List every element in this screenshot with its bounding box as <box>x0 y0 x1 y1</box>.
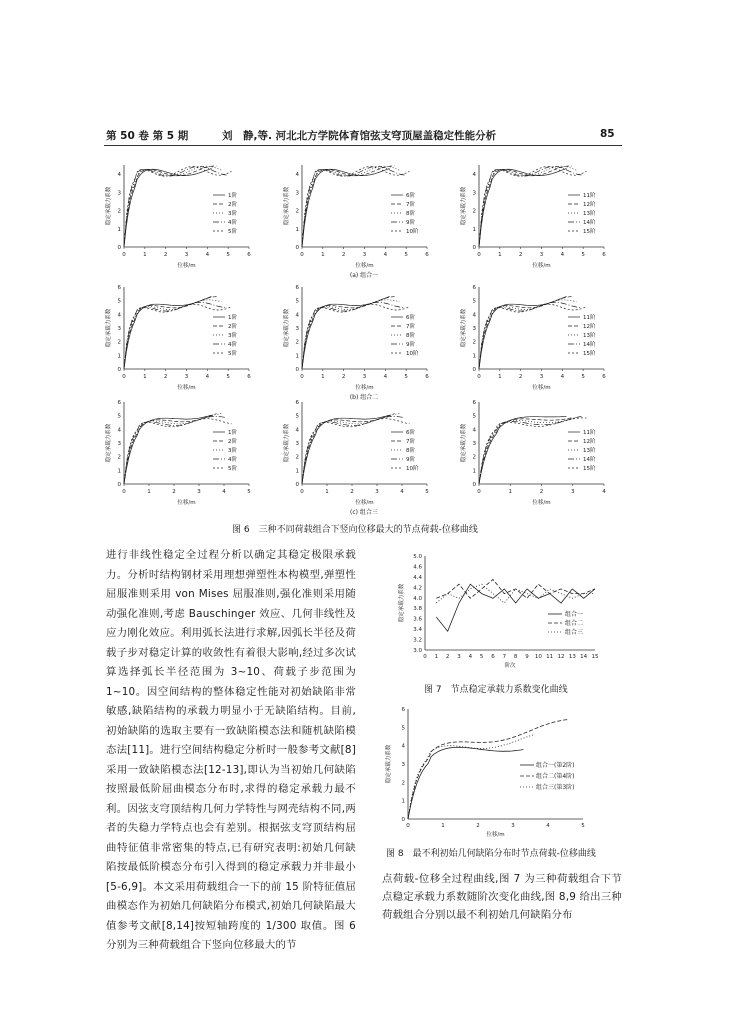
y-axis-label: 稳定承载力系数 <box>106 308 112 348</box>
legend-label: 5阶 <box>228 229 237 235</box>
x-axis-label: 位移/m <box>355 263 374 269</box>
x-tick-label: 6 <box>602 252 606 258</box>
series-line <box>479 166 582 247</box>
legend-label: 5阶 <box>228 466 237 472</box>
series-line <box>302 300 400 369</box>
x-tick-label: 1 <box>321 374 325 380</box>
x-tick-label: 4 <box>546 823 550 829</box>
x-tick-label: 2 <box>341 252 346 258</box>
series-line <box>302 414 400 484</box>
y-tick-label: 5 <box>401 725 405 732</box>
x-tick-label: 6 <box>247 252 251 258</box>
fig6-panel <box>104 165 251 269</box>
legend-label: 7阶 <box>406 439 415 445</box>
x-tick-label: 6 <box>491 654 495 660</box>
y-tick-label: 0 <box>472 482 476 488</box>
series-line <box>124 169 212 248</box>
x-tick-label: 4 <box>560 252 565 258</box>
legend-label: 组合一(第2阶) <box>536 762 575 769</box>
y-tick-label: 5 <box>472 298 476 305</box>
legend-label: 4阶 <box>228 457 237 463</box>
x-tick-label: 6 <box>425 252 429 258</box>
y-tick-label: 3.2 <box>413 637 422 644</box>
y-axis-label: 稳定承载力系数 <box>461 423 467 463</box>
legend-label: 2阶 <box>228 202 237 208</box>
running-title: 刘 静,等. 河北北方学院体育馆弦支穹顶屋盖稳定性能分析 <box>222 130 497 142</box>
x-tick-label: 3 <box>457 654 461 660</box>
y-tick-label: 5.0 <box>413 554 422 560</box>
legend-label: 14阶 <box>583 220 596 226</box>
x-axis-label: 位移/m <box>177 500 196 506</box>
x-tick-label: 3 <box>362 252 367 258</box>
x-tick-label: 1 <box>143 252 147 258</box>
x-tick-label: 6 <box>247 374 251 380</box>
y-tick-label: 6 <box>472 400 476 406</box>
x-tick-label: 0 <box>300 252 304 258</box>
series-line <box>124 166 222 247</box>
series-line <box>479 302 582 369</box>
x-tick-label: 2 <box>518 252 523 258</box>
series-line <box>436 584 595 603</box>
x-tick-label: 1 <box>498 252 502 258</box>
legend-label: 5阶 <box>228 351 237 357</box>
y-tick-label: 4.2 <box>413 585 422 592</box>
x-tick-label: 5 <box>226 374 230 380</box>
x-tick-label: 3 <box>184 374 189 380</box>
y-tick-label: 4.6 <box>413 564 422 571</box>
series-line <box>302 297 395 369</box>
fig6-panel <box>459 285 606 391</box>
series-line <box>479 300 577 369</box>
y-tick-label: 0 <box>472 245 476 251</box>
y-tick-label: 0 <box>117 482 121 488</box>
y-axis-label: 稳定承载力系数 <box>461 186 467 226</box>
series-line <box>124 414 217 484</box>
legend-label: 12阶 <box>583 439 596 445</box>
legend-label: 10阶 <box>406 351 419 357</box>
y-tick-label: 4 <box>117 312 121 319</box>
legend-label: 9阶 <box>406 342 415 348</box>
series-line <box>436 580 595 599</box>
y-tick-label: 5 <box>472 413 476 420</box>
legend-label: 14阶 <box>583 457 596 463</box>
series-line <box>124 166 227 247</box>
series-line <box>302 304 410 369</box>
fig6-panel <box>459 165 606 269</box>
series-line <box>408 747 524 819</box>
series-line <box>479 304 587 369</box>
y-tick-label: 2 <box>117 208 121 215</box>
legend-label: 4阶 <box>228 220 237 226</box>
legend-label: 3阶 <box>228 211 237 217</box>
x-axis-label: 位移/m <box>486 832 505 838</box>
y-tick-label: 3 <box>472 441 476 447</box>
legend-label: 2阶 <box>228 324 237 330</box>
x-tick-label: 1 <box>325 489 329 495</box>
y-tick-label: 4 <box>472 172 476 179</box>
body-paragraph-right: 点荷载-位移全过程曲线,图 7 为三种荷载组合下节点稳定承载力系数随阶次变化曲线,图 8,9 给出三种荷载组合分别以最不利初始几何缺陷分布 <box>382 873 622 921</box>
legend-label: 9阶 <box>406 220 415 226</box>
x-tick-label: 11 <box>546 654 554 660</box>
x-tick-label: 1 <box>147 489 151 495</box>
y-tick-label: 1 <box>295 468 299 475</box>
y-tick-label: 0 <box>295 482 299 488</box>
x-tick-label: 6 <box>602 374 606 380</box>
y-axis-label: 稳定承载力系数 <box>284 308 290 348</box>
x-axis-label: 位移/m <box>177 385 196 391</box>
legend-label: 1阶 <box>228 193 237 199</box>
y-tick-label: 1 <box>472 226 476 233</box>
legend-label: 10阶 <box>406 229 419 235</box>
x-tick-label: 7 <box>502 654 507 660</box>
x-tick-label: 9 <box>525 654 529 660</box>
y-tick-label: 4.0 <box>413 595 422 602</box>
x-tick-label: 2 <box>172 489 176 495</box>
series-line <box>124 304 232 369</box>
y-tick-label: 2 <box>472 339 476 346</box>
x-tick-label: 5 <box>404 374 408 380</box>
fig6-panel <box>282 285 429 391</box>
legend-label: 2阶 <box>228 439 237 445</box>
header-rule <box>104 145 622 146</box>
y-tick-label: 3 <box>117 326 121 332</box>
y-axis-label: 稳定承载力系数 <box>106 186 112 226</box>
y-tick-label: 3 <box>472 190 476 197</box>
x-tick-label: 4 <box>383 374 388 380</box>
y-tick-label: 6 <box>117 400 121 406</box>
x-axis-label: 位移/m <box>355 500 374 506</box>
y-tick-label: 1 <box>295 353 299 360</box>
y-tick-label: 4 <box>472 312 476 319</box>
fig6-panel <box>282 400 429 506</box>
series-line <box>124 167 232 247</box>
y-tick-label: 3 <box>295 441 299 447</box>
y-tick-label: 0 <box>117 367 121 373</box>
series-line <box>479 167 587 247</box>
figure-7 <box>370 548 630 688</box>
x-tick-label: 1 <box>498 374 502 380</box>
x-tick-label: 2 <box>539 489 544 495</box>
y-tick-label: 1 <box>117 226 121 233</box>
x-tick-label: 14 <box>580 654 588 660</box>
x-axis-label: 位移/m <box>355 385 374 391</box>
y-tick-label: 4 <box>117 172 121 179</box>
journal-volume: 第 50 卷 第 5 期 <box>106 130 189 142</box>
x-tick-label: 1 <box>434 654 439 660</box>
series-line <box>124 414 222 484</box>
fig6-panel <box>104 285 251 391</box>
x-tick-label: 2 <box>350 489 354 495</box>
x-tick-label: 3 <box>362 374 367 380</box>
y-tick-label: 2 <box>401 780 405 787</box>
series-line <box>124 300 222 369</box>
y-tick-label: 2 <box>472 208 476 215</box>
y-tick-label: 0 <box>401 817 405 823</box>
legend-label: 4阶 <box>228 342 237 348</box>
x-tick-label: 2 <box>163 252 168 258</box>
legend-label: 3阶 <box>228 448 237 454</box>
y-tick-label: 4.4 <box>413 574 422 581</box>
fig6-panel <box>282 165 429 269</box>
x-tick-label: 3 <box>197 489 201 495</box>
x-tick-label: 3 <box>539 252 544 258</box>
y-tick-label: 3 <box>472 326 476 332</box>
y-tick-label: 5 <box>295 413 299 420</box>
x-tick-label: 0 <box>477 489 481 495</box>
x-tick-label: 8 <box>513 654 518 660</box>
x-tick-label: 3 <box>539 374 544 380</box>
legend-label: 组合二 <box>565 620 584 627</box>
y-tick-label: 4 <box>117 427 121 434</box>
fig6-panel <box>459 400 606 506</box>
y-tick-label: 3 <box>295 326 299 332</box>
legend-label: 组合三 <box>565 629 584 636</box>
x-tick-label: 4 <box>205 252 210 258</box>
y-tick-label: 6 <box>295 285 299 291</box>
y-tick-label: 2 <box>472 454 476 461</box>
x-tick-label: 1 <box>143 374 147 380</box>
x-tick-label: 4 <box>560 374 565 380</box>
legend-label: 组合二(第4阶) <box>536 773 575 780</box>
fig6-row-label: (b) 组合二 <box>349 394 379 401</box>
x-tick-label: 0 <box>300 374 304 380</box>
legend-label: 6阶 <box>406 315 415 321</box>
x-tick-label: 5 <box>404 252 408 258</box>
figure-6-caption: 图 6 三种不同荷载组合下竖向位移最大的节点荷载-位移曲线 <box>232 525 478 535</box>
y-tick-label: 6 <box>401 707 405 713</box>
y-axis-label: 稳定承载力系数 <box>399 583 405 623</box>
y-tick-label: 5 <box>117 413 121 420</box>
x-tick-label: 1 <box>441 823 445 829</box>
fig6-row-label: (a) 组合一 <box>349 272 379 279</box>
series-line <box>124 416 227 484</box>
y-axis-label: 稳定承载力系数 <box>461 308 467 348</box>
legend-label: 8阶 <box>406 211 415 217</box>
x-tick-label: 2 <box>445 654 450 660</box>
y-tick-label: 3 <box>295 190 299 197</box>
legend-label: 9阶 <box>406 457 415 463</box>
legend-label: 8阶 <box>406 448 415 454</box>
series-line <box>479 416 582 484</box>
x-tick-label: 10 <box>534 654 542 660</box>
x-tick-label: 4 <box>222 489 226 495</box>
x-axis-label: 阶次 <box>504 663 516 669</box>
y-axis-label: 稳定承载力系数 <box>284 186 290 226</box>
legend-label: 11阶 <box>583 193 596 199</box>
series-line <box>302 169 390 248</box>
x-tick-label: 0 <box>122 489 126 495</box>
y-tick-label: 4 <box>295 427 299 434</box>
x-tick-label: 5 <box>581 823 585 829</box>
figure-7-caption: 图 7 节点稳定承载力系数变化曲线 <box>424 685 568 695</box>
y-tick-label: 3.8 <box>413 606 422 613</box>
x-tick-label: 5 <box>425 489 429 495</box>
y-tick-label: 1 <box>295 226 299 233</box>
legend-label: 6阶 <box>406 193 415 199</box>
series-line <box>408 720 569 820</box>
x-tick-label: 5 <box>479 654 484 660</box>
figure-8-caption: 图 8 最不利初始几何缺陷分布时节点荷载-位移曲线 <box>386 849 596 859</box>
y-tick-label: 1 <box>472 468 476 475</box>
y-tick-label: 2 <box>295 454 299 461</box>
x-tick-label: 2 <box>476 823 480 829</box>
body-left-column <box>106 546 356 956</box>
series-line <box>479 416 567 484</box>
y-tick-label: 4 <box>472 427 476 434</box>
body-paragraph: 进行非线性稳定全过程分析以确定其稳定极限承载力。分析时结构钢材采用理想弹塑性本构模型,弹塑性屈服准则采用 von Mises 屈服准则,强化准则采用随动强化准则,考虑 Bauschinger 效应、几何非线性及应力刚化效应。利用弧长法进行求解,因弧长半径及荷载子步对稳定计算的收敛性有着很大影响,经过多次试算选择弧长半径范围为 3~10、荷载子步范围为 1~10。因空间结构的整体稳定性能对初始缺陷非常敏感,缺陷结构的承载力明显小于无缺陷结构。目前,初始缺陷的选取主要有一致缺陷模态法和随机缺陷模态法[11]。进行空间结构稳定分析时一般参考文献[8]采用一致缺陷模态法[12-13],即认为当初始几何缺陷按照最低阶屈曲模态分布时,求得的稳定承载力最不利。因弦支穹顶结构几何力学特性与网壳结构不同,两者的失稳力学特点也会有差别。根据弦支穹顶结构屈曲特征值非常密集的特点,已有研究表明:初始几何缺陷按最低阶模态分布引入得到的稳定承载力并非最小[5-6,9]。本文采用荷载组合一下的前 15 阶特征值屈曲模态作为初始几何缺陷分布模式,初始几何缺陷最大值参考文献[8,14]按短轴跨度的 1/300 取值。图 6 分别为三种荷载组合下竖向位移最大的节 <box>106 549 356 951</box>
x-tick-label: 0 <box>122 252 126 258</box>
series-line <box>302 416 405 484</box>
series-line <box>302 166 400 247</box>
x-axis-label: 位移/m <box>532 263 551 269</box>
series-line <box>479 297 572 369</box>
x-tick-label: 1 <box>321 252 325 258</box>
x-tick-label: 15 <box>591 654 599 660</box>
series-line <box>408 735 534 819</box>
y-axis-label: 稳定承载力系数 <box>386 744 392 784</box>
x-tick-label: 0 <box>122 374 126 380</box>
y-tick-label: 3.4 <box>413 627 422 634</box>
page-number: 85 <box>600 128 615 140</box>
x-tick-label: 5 <box>581 252 585 258</box>
y-tick-label: 5 <box>295 298 299 305</box>
legend-label: 组合一 <box>565 611 584 618</box>
x-tick-label: 3 <box>571 489 575 495</box>
series-line <box>124 302 227 369</box>
y-tick-label: 1 <box>401 798 405 805</box>
y-tick-label: 2 <box>295 208 299 215</box>
x-tick-label: 12 <box>557 654 565 660</box>
series-line <box>302 415 390 484</box>
legend-label: 1阶 <box>228 430 237 436</box>
x-tick-label: 2 <box>518 374 523 380</box>
legend-label: 8阶 <box>406 333 415 339</box>
series-line <box>479 418 587 484</box>
x-tick-label: 4 <box>468 654 473 660</box>
y-tick-label: 0 <box>472 367 476 373</box>
y-tick-label: 1 <box>472 353 476 360</box>
x-tick-label: 2 <box>163 374 168 380</box>
series-line <box>302 302 405 369</box>
legend-label: 1阶 <box>228 315 237 321</box>
x-tick-label: 0 <box>423 654 427 660</box>
y-tick-label: 2 <box>117 454 121 461</box>
x-tick-label: 3 <box>375 489 379 495</box>
series-line <box>302 166 405 247</box>
x-tick-label: 0 <box>477 252 481 258</box>
x-tick-label: 5 <box>581 374 585 380</box>
legend-label: 12阶 <box>583 202 596 208</box>
legend-label: 13阶 <box>583 448 596 454</box>
series-line <box>479 169 567 248</box>
y-tick-label: 3.0 <box>413 648 422 654</box>
body-right-column <box>382 870 622 924</box>
series-line <box>302 414 395 484</box>
y-tick-label: 1 <box>117 353 121 360</box>
y-tick-label: 5 <box>117 298 121 305</box>
y-tick-label: 0 <box>117 245 121 251</box>
fig6-panel <box>104 400 251 506</box>
x-tick-label: 0 <box>300 489 304 495</box>
y-tick-label: 6 <box>117 285 121 291</box>
series-line <box>302 167 410 247</box>
y-tick-label: 0 <box>295 367 299 373</box>
legend-label: 组合三(第3阶) <box>536 784 575 791</box>
legend-label: 3阶 <box>228 333 237 339</box>
legend-label: 14阶 <box>583 342 596 348</box>
x-tick-label: 13 <box>568 654 576 660</box>
legend-label: 11阶 <box>583 430 596 436</box>
y-tick-label: 3 <box>117 190 121 197</box>
fig6-row-label: (c) 组合三 <box>350 509 378 516</box>
x-tick-label: 0 <box>406 823 410 829</box>
series-line <box>479 417 577 484</box>
x-tick-label: 1 <box>508 489 512 495</box>
x-axis-label: 位移/m <box>532 500 551 506</box>
x-tick-label: 0 <box>477 374 481 380</box>
x-tick-label: 4 <box>205 374 210 380</box>
x-axis-label: 位移/m <box>532 385 551 391</box>
y-tick-label: 0 <box>295 245 299 251</box>
y-tick-label: 4 <box>401 743 405 750</box>
x-tick-label: 5 <box>226 252 230 258</box>
legend-label: 10阶 <box>406 466 419 472</box>
x-axis-label: 位移/m <box>177 263 196 269</box>
legend-label: 7阶 <box>406 324 415 330</box>
legend-label: 12阶 <box>583 324 596 330</box>
x-tick-label: 4 <box>400 489 404 495</box>
x-tick-label: 4 <box>383 252 388 258</box>
y-tick-label: 4 <box>295 172 299 179</box>
y-tick-label: 6 <box>472 285 476 291</box>
y-tick-label: 2 <box>295 339 299 346</box>
legend-label: 15阶 <box>583 229 596 235</box>
y-tick-label: 6 <box>295 400 299 406</box>
legend-label: 13阶 <box>583 333 596 339</box>
y-tick-label: 1 <box>117 468 121 475</box>
x-tick-label: 3 <box>184 252 189 258</box>
y-tick-label: 3 <box>117 441 121 447</box>
y-axis-label: 稳定承载力系数 <box>284 423 290 463</box>
legend-label: 15阶 <box>583 351 596 357</box>
y-tick-label: 3 <box>401 762 405 768</box>
legend-label: 15阶 <box>583 466 596 472</box>
x-tick-label: 3 <box>511 823 515 829</box>
x-tick-label: 2 <box>341 374 346 380</box>
series-line <box>479 166 577 247</box>
legend-label: 11阶 <box>583 315 596 321</box>
x-tick-label: 6 <box>425 374 429 380</box>
series-line <box>124 297 217 369</box>
y-tick-label: 2 <box>117 339 121 346</box>
y-axis-label: 稳定承载力系数 <box>106 423 112 463</box>
x-tick-label: 4 <box>602 489 606 495</box>
y-tick-label: 4 <box>295 312 299 319</box>
series-line <box>124 415 212 484</box>
y-tick-label: 3.6 <box>413 616 422 623</box>
legend-label: 7阶 <box>406 202 415 208</box>
legend-label: 13阶 <box>583 211 596 217</box>
x-tick-label: 5 <box>247 489 251 495</box>
figure-8 <box>370 703 630 843</box>
series-line <box>479 418 572 484</box>
legend-label: 6阶 <box>406 430 415 436</box>
